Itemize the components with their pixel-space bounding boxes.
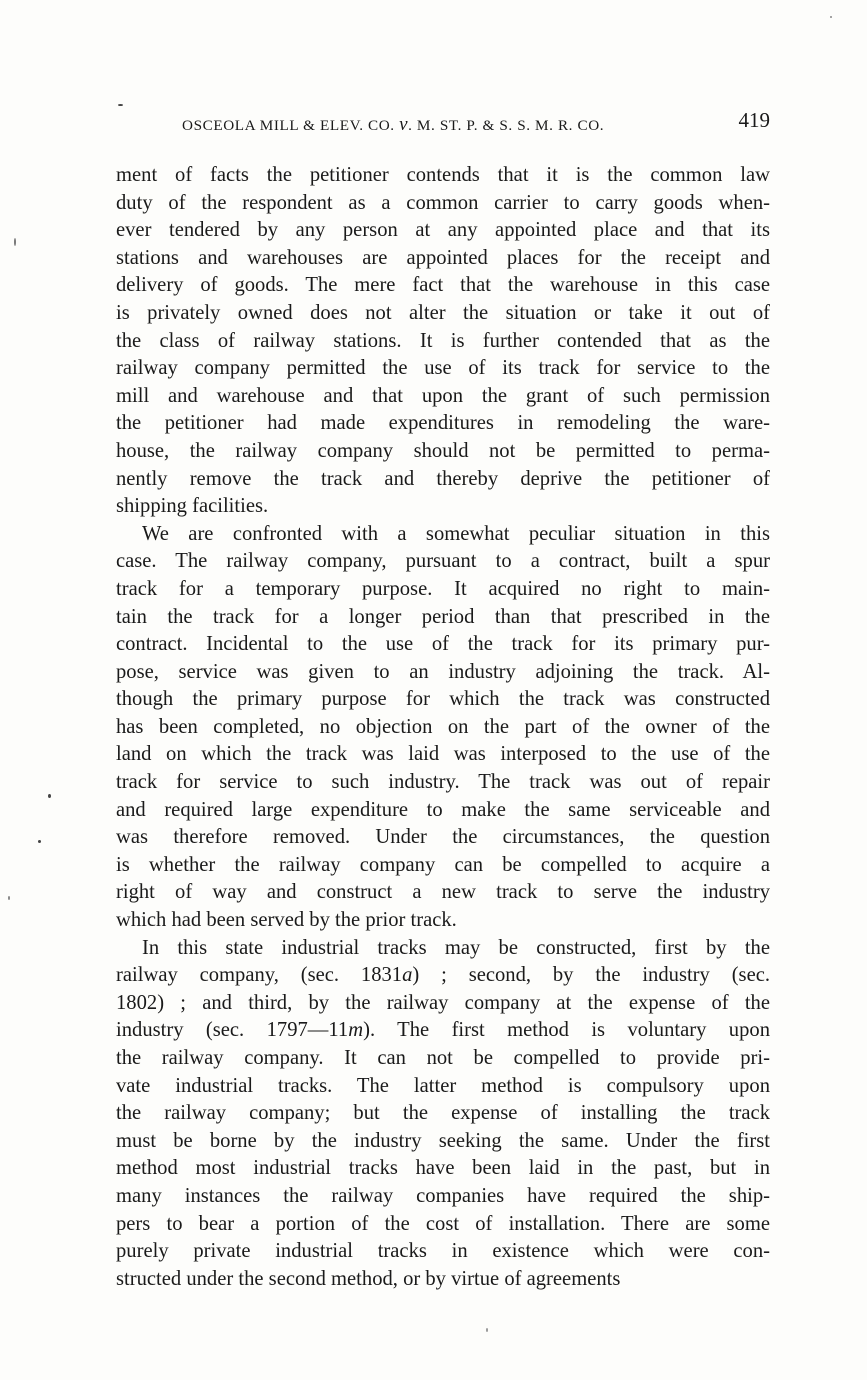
text-line: the class of railway stations. It is further contended that as the [116,329,770,352]
text-line: has been completed, no objection on the part of the owner of the [116,715,770,738]
text-line: land on which the track was laid was interposed to the use of the [116,743,770,766]
text-line: and required large expenditure to make the same serviceable and [116,798,770,821]
text-line: vate industrial tracks. The latter method is compulsory upon [116,1074,770,1097]
text-line: railway company permitted the use of its track for service to the [116,357,770,380]
text-line: the railway company. It can not be compelled to provide pri- [116,1047,770,1069]
text-line: 1802) ; and third, by the railway company at the expense of the [116,991,770,1014]
scan-speck [38,840,41,843]
text-line: the petitioner had made expenditures in remodeling the ware- [116,412,770,435]
text-line: purely private industrial tracks in existence which were con- [116,1240,770,1263]
text-line: must be borne by the industry seeking the same. Under the first [116,1129,770,1152]
text-line: method most industrial tracks have been laid in the past, but in [116,1157,770,1180]
scan-speck [830,16,832,18]
scan-speck [486,1328,488,1332]
scan-speck [48,794,51,798]
text-line: track for a temporary purpose. It acquired no right to main- [116,577,770,600]
text-line: pers to bear a portion of the cost of installation. There are some [116,1212,770,1235]
text-line: house, the railway company should not be permitted to perma- [116,439,770,462]
text-line: structed under the second method, or by virtue of agreements [116,1267,621,1290]
text-line: is whether the railway company can be compelled to acquire a [116,853,770,876]
text-line: delivery of goods. The mere fact that the warehouse in this case [116,274,770,297]
text-line: We are confronted with a somewhat peculiar situation in this [142,522,770,545]
text-line: nently remove the track and thereby deprive the petitioner of [116,467,770,490]
scan-speck [118,104,123,106]
text-line: tain the track for a longer period than that prescribed in the [116,605,770,628]
text-line: though the primary purpose for which the track was constructed [116,688,770,711]
text-line: many instances the railway companies have required the ship- [116,1184,770,1207]
text-line: track for service to such industry. The track was out of repair [116,771,770,794]
page-number: 419 [738,108,770,132]
text-line: was therefore removed. Under the circumstances, the question [116,826,770,849]
text-line: pose, service was given to an industry adjoining the track. Al- [116,660,770,683]
text-line: In this state industrial tracks may be constructed, first by the [142,936,770,959]
scan-speck [14,238,16,246]
text-line: ever tendered by any person at any appointed place and that its [116,219,770,242]
body-text [116,162,770,1293]
running-title: OSCEOLA MILL & ELEV. CO. v. M. ST. P. & S. S. M. R. CO. [182,114,605,135]
text-line: mill and warehouse and that upon the grant of such permission [116,384,770,407]
text-line: the railway company; but the expense of installing the track [116,1102,770,1125]
text-line: stations and warehouses are appointed places for the receipt and [116,246,770,269]
text-line: duty of the respondent as a common carrier to carry goods when- [116,191,770,214]
text-line: industry (sec. 1797—11m). The first method is voluntary upon [116,1019,770,1042]
text-line: which had been served by the prior track. [116,909,457,932]
text-line: case. The railway company, pursuant to a contract, built a spur [116,550,770,573]
text-line: is privately owned does not alter the situation or take it out of [116,301,770,324]
text-line: shipping facilities. [116,495,269,518]
scan-speck [8,896,10,900]
text-line: contract. Incidental to the use of the track for its primary pur- [116,633,770,656]
running-head [116,108,770,138]
text-line: ment of facts the petitioner contends that it is the common law [116,164,770,186]
text-line: right of way and construct a new track to serve the industry [116,881,770,904]
text-line: railway company, (sec. 1831a) ; second, by the industry (sec. [116,964,770,987]
